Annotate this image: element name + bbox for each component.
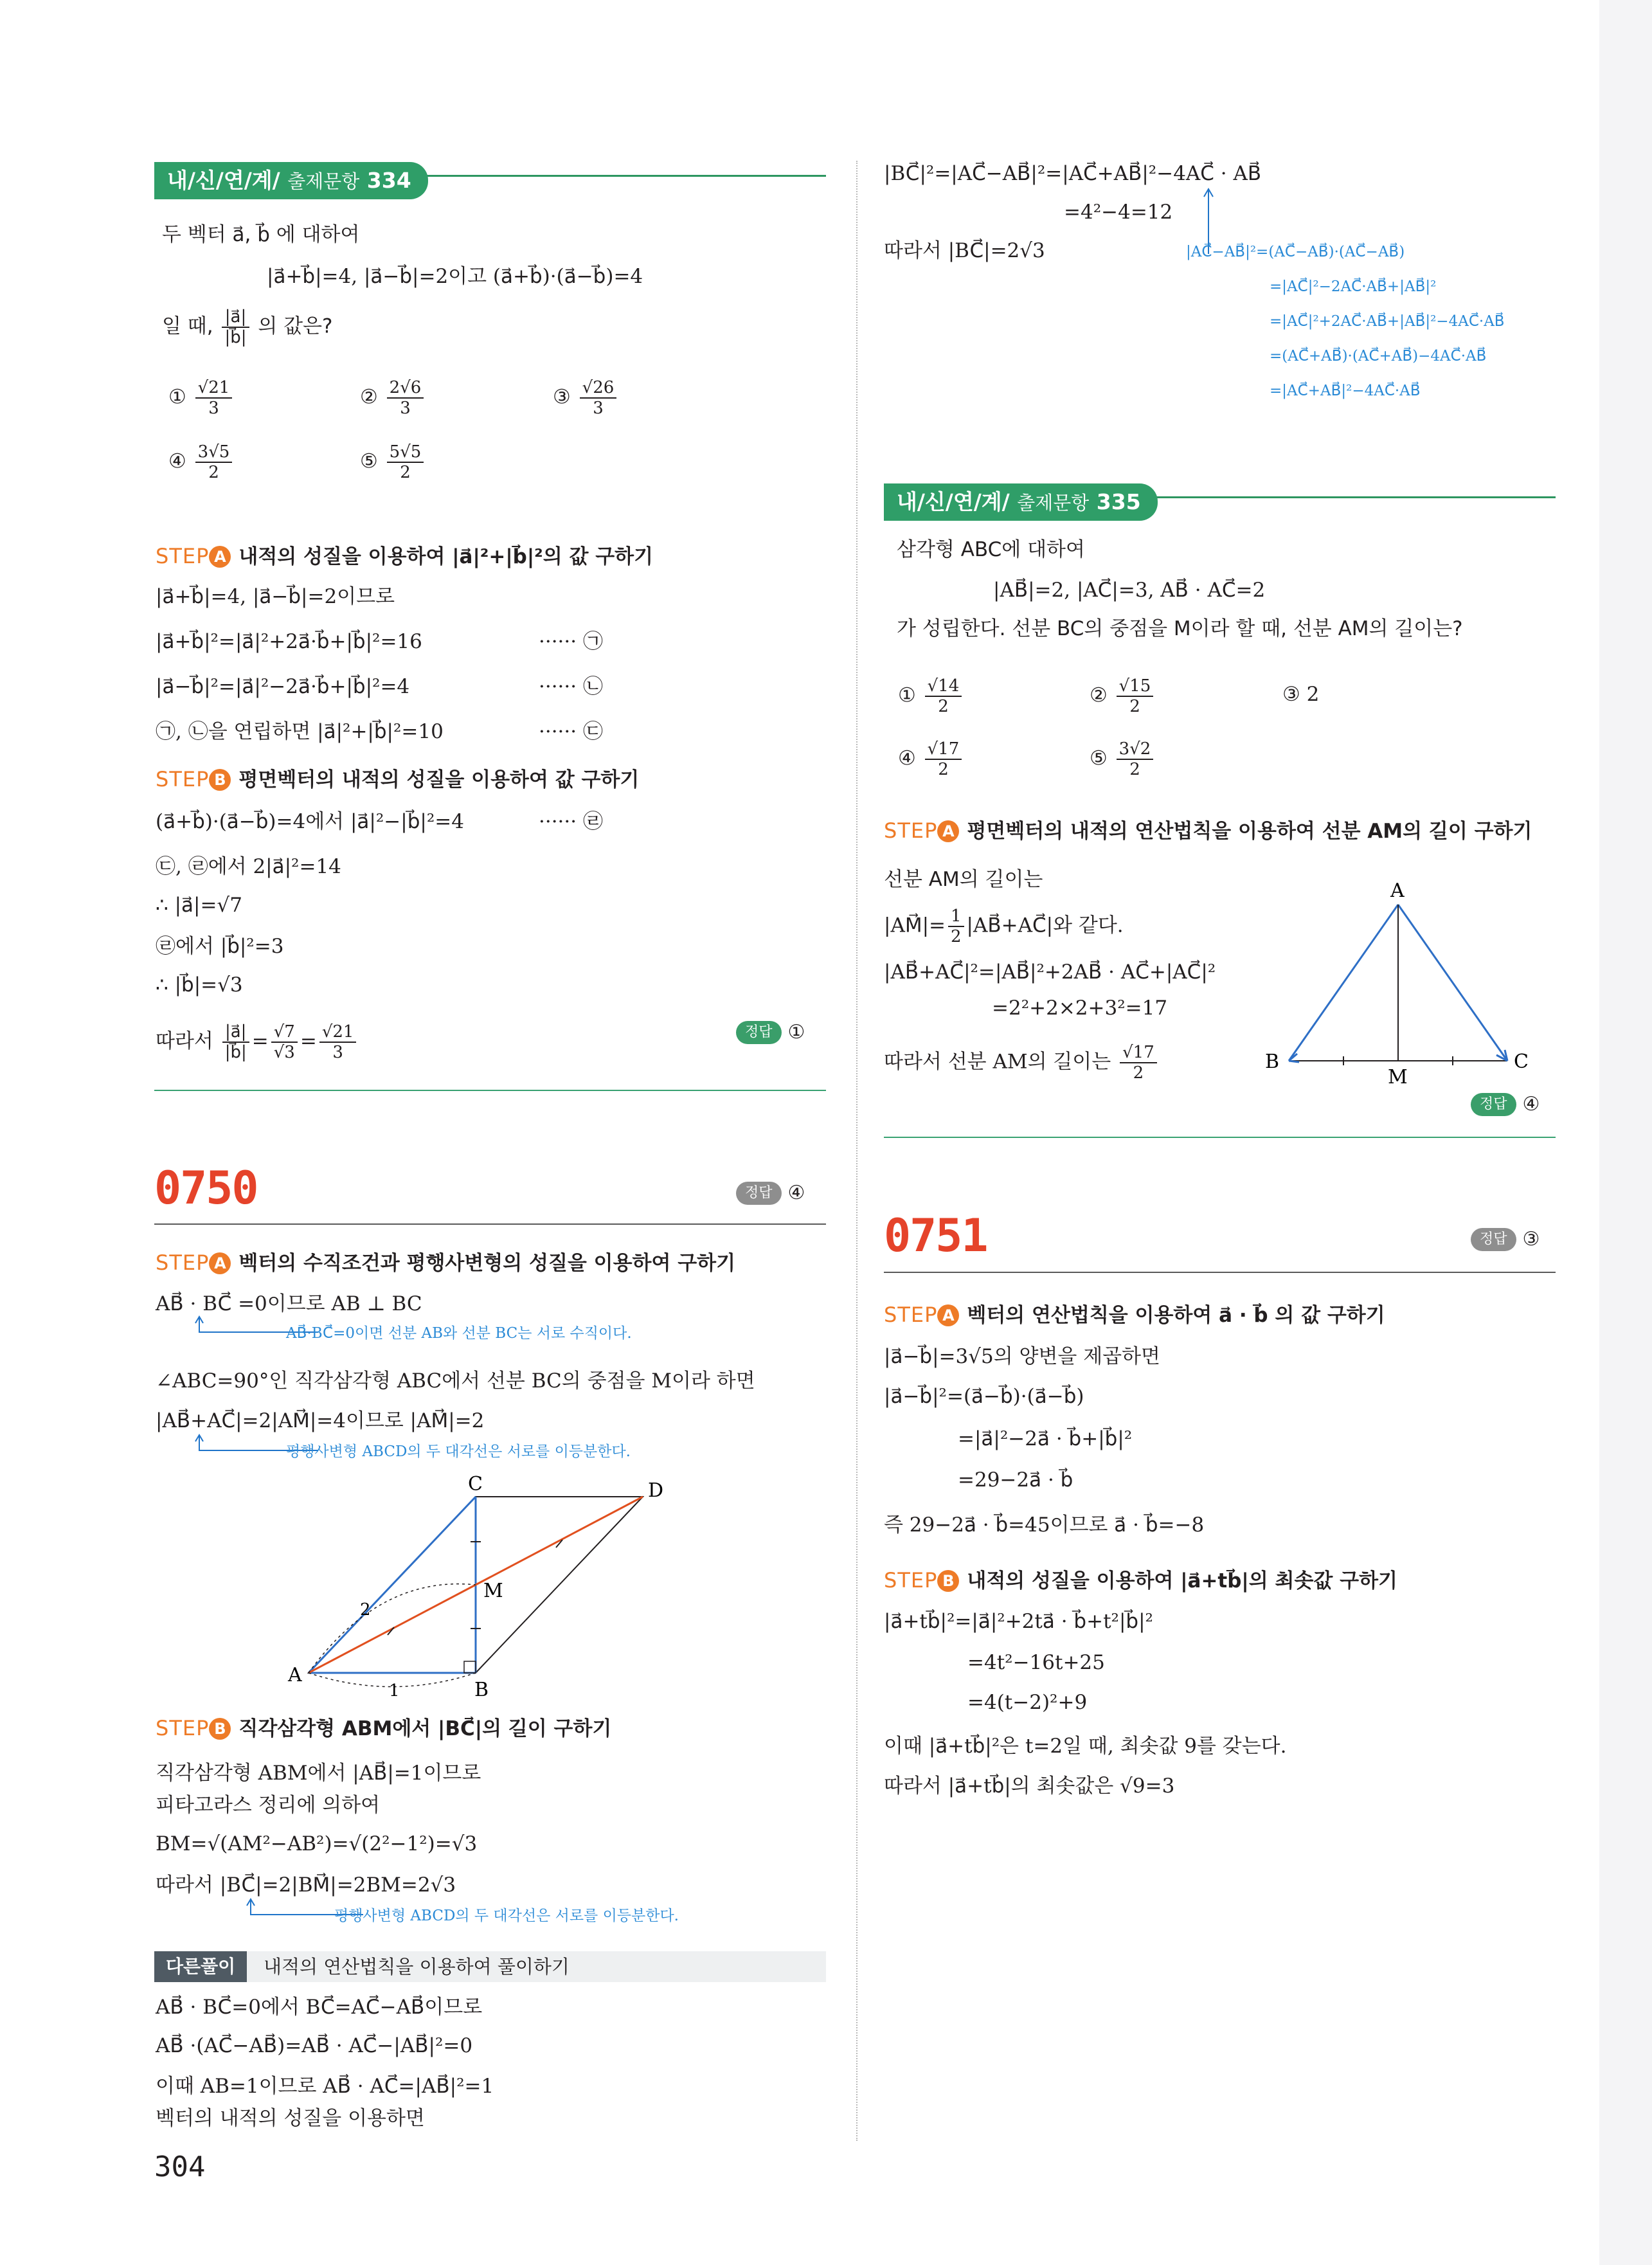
choice-2[interactable]: ② $\frac{2√6}{3}$ (360, 378, 426, 418)
answer-pill: 정답 (736, 1182, 782, 1205)
p750-s2: ∠ABC=90°인 직각삼각형 ABC에서 선분 BC의 중점을 M이라 하면 (156, 1369, 755, 1393)
p750-s1: AB⃗ · BC⃗ =0이므로 AB ⊥ BC (156, 1292, 422, 1315)
p334-b1-mark: ······ ㉣ (539, 810, 603, 833)
choice-5[interactable]: ⑤ $\frac{5√5}{2}$ (360, 442, 426, 482)
label-m: M (483, 1580, 503, 1602)
p751-t1: |a⃗+tb⃗|²=|a⃗|²+2ta⃗ · b⃗+t²|b⃗|² (884, 1610, 1153, 1633)
alt-solution-header (154, 1951, 826, 1982)
q334-line-3a: 일 때, (162, 314, 213, 338)
step-title: 벡터의 연산법칙을 이용하여 a⃗ · b⃗ 의 값 구하기 (967, 1304, 1385, 1327)
column-divider (856, 161, 857, 2141)
tag-label: 출제문항 (1017, 492, 1090, 514)
p750-s3: |AB⃗+AC⃗|=2|AM⃗|=4이므로 |AM⃗|=2 (156, 1409, 485, 1432)
p750-t4-note: 평행사변형 ABCD의 두 대각선은 서로를 이등분한다. (334, 1908, 679, 1924)
p334-b3: ∴ |a⃗|=√7 (156, 894, 242, 917)
p750-u1: AB⃗ · BC⃗=0에서 BC⃗=AC⃗−AB⃗이므로 (156, 1996, 483, 2019)
answer-value: ① (787, 1021, 805, 1043)
p334-b6: 따라서 $\frac{|a⃗|}{|b⃗|}$ = $\frac{√7}{√3}$ = $\frac{√21}{3}$ (156, 1022, 359, 1062)
p334-step-a-heading: STEP A 내적의 성질을 이용하여 |a⃗|²+|b⃗|²의 값 구하기 (156, 544, 654, 568)
q335-line-1: 삼각형 ABC에 대하여 (897, 538, 1085, 561)
r-top-2: =4²−4=12 (1064, 201, 1173, 224)
q335-line-2: |AB⃗|=2, |AC⃗|=3, AB⃗ · AC⃗=2 (993, 579, 1266, 602)
label-d: D (648, 1479, 664, 1502)
page-edge-shadow (1599, 0, 1652, 2265)
p334-a4: ㉠, ㉡을 연립하면 |a⃗|²+|b⃗|²=10 (156, 720, 444, 743)
p751-t4: 이때 |a⃗+tb⃗|²은 t=2일 때, 최솟값 9를 갖는다. (884, 1735, 1287, 1758)
p334-a2-mark: ······ ㉠ (539, 630, 603, 653)
p750-t3: BM=√(AM²−AB²)=√(2²−1²)=√3 (156, 1832, 478, 1855)
label-b: B (1265, 1051, 1280, 1073)
tag-number: 335 (1096, 489, 1141, 514)
choice-2[interactable]: ② $\frac{√15}{2}$ (1090, 676, 1156, 716)
answer-value: ④ (787, 1182, 805, 1204)
p334-b1: (a⃗+b⃗)·(a⃗−b⃗)=4에서 |a⃗|²−|b⃗|²=4 (156, 810, 464, 833)
step-title: 벡터의 수직조건과 평행사변형의 성질을 이용하여 구하기 (238, 1252, 736, 1275)
p750-t2: 피타고라스 정리에 의하여 (156, 1794, 381, 1817)
choice-4[interactable]: ④ $\frac{√17}{2}$ (898, 739, 964, 779)
problem-0750-rule (154, 1223, 826, 1225)
p751-s2: |a⃗−b⃗|²=(a⃗−b⃗)·(a⃗−b⃗) (884, 1385, 1084, 1408)
p751-s5: 즉 29−2a⃗ · b⃗=45이므로 a⃗ · b⃗=−8 (884, 1513, 1205, 1537)
r-note-4: =(AC⃗+AB⃗)·(AC⃗+AB⃗)−4AC⃗·AB⃗ (1270, 348, 1487, 365)
problem-0751-number: 0751 (884, 1209, 987, 1262)
label-one: 1 (389, 1681, 400, 1701)
tag-text: 내/신/연/계/ (897, 489, 1010, 514)
p335-s4: =2²+2×2+3²=17 (992, 997, 1168, 1020)
label-c: C (1514, 1051, 1529, 1073)
q335-line-3: 가 성립한다. 선분 BC의 중점을 M이라 할 때, 선분 AM의 길이는? (897, 617, 1463, 640)
p750-u2: AB⃗ ·(AC⃗−AB⃗)=AB⃗ · AC⃗−|AB⃗|²=0 (156, 2034, 473, 2057)
choice-4[interactable]: ④ $\frac{3√5}{2}$ (168, 442, 235, 482)
tag-number: 334 (366, 168, 411, 193)
p751-answer (1471, 1228, 1540, 1251)
problem-335-header (884, 483, 1556, 521)
problem-0750-number: 0750 (154, 1162, 258, 1214)
problem-334-tag (154, 162, 428, 199)
answer-value: ④ (1522, 1093, 1540, 1115)
p750-t1: 직각삼각형 ABM에서 |AB⃗|=1이므로 (156, 1762, 481, 1785)
label-b: B (474, 1679, 489, 1701)
triangle-figure (1260, 878, 1543, 1090)
p751-t5: 따라서 |a⃗+tb⃗|의 최솟값은 √9=3 (884, 1774, 1175, 1798)
p334-step-b-heading: STEP B 평면벡터의 내적의 성질을 이용하여 값 구하기 (156, 767, 640, 791)
p750-u4: 벡터의 내적의 성질을 이용하면 (156, 2107, 425, 2130)
label-c: C (468, 1473, 483, 1495)
label-a: A (288, 1664, 302, 1686)
r-note-1: |AC⃗−AB⃗|²=(AC⃗−AB⃗)·(AC⃗−AB⃗) (1186, 244, 1405, 260)
step-title: 내적의 성질을 이용하여 |a⃗+tb⃗|의 최솟값 구하기 (967, 1569, 1397, 1593)
alt-solution-title: 내적의 연산법칙을 이용하여 풀이하기 (264, 1956, 570, 1978)
choice-3[interactable]: ③ $\frac{√26}{3}$ (553, 378, 619, 418)
section-divider (884, 1137, 1556, 1138)
label-a: A (1390, 880, 1405, 902)
p750-s1-note: AB⃗·BC⃗=0이면 선분 AB와 선분 BC는 서로 수직이다. (286, 1325, 632, 1342)
section-divider (154, 1090, 826, 1091)
r-top-3: 따라서 |BC⃗|=2√3 (884, 239, 1045, 262)
p750-step-a-heading: STEP A 벡터의 수직조건과 평행사변형의 성질을 이용하여 구하기 (156, 1250, 736, 1275)
r-note-3: =|AC⃗|²+2AC⃗·AB⃗+|AB⃗|²−4AC⃗·AB⃗ (1270, 313, 1505, 330)
p334-b4: ㉣에서 |b⃗|²=3 (156, 935, 284, 958)
p335-s5: 따라서 선분 AM의 길이는 $\frac{√17}{2}$ (884, 1043, 1160, 1083)
choice-5[interactable]: ⑤ $\frac{3√2}{2}$ (1090, 739, 1156, 779)
p334-a1: |a⃗+b⃗|=4, |a⃗−b⃗|=2이므로 (156, 585, 395, 608)
p334-answer (736, 1021, 805, 1044)
p335-answer (1471, 1093, 1540, 1116)
p751-t3: =4(t−2)²+9 (967, 1691, 1088, 1714)
choice-3[interactable]: ③ 2 (1282, 683, 1320, 706)
alt-solution-badge: 다른풀이 (154, 1951, 247, 1982)
p334-a4-mark: ······ ㉢ (539, 720, 603, 743)
q334-line-3b: 의 값은? (258, 314, 333, 338)
p751-step-a-heading: STEP A 벡터의 연산법칙을 이용하여 a⃗ · b⃗ 의 값 구하기 (884, 1303, 1385, 1327)
step-title: 평면벡터의 내적의 연산법칙을 이용하여 선분 AM의 길이 구하기 (967, 820, 1532, 843)
answer-pill: 정답 (736, 1021, 782, 1044)
p334-a3: |a⃗−b⃗|²=|a⃗|²−2a⃗·b⃗+|b⃗|²=4 (156, 675, 410, 698)
choice-1[interactable]: ① $\frac{√21}{3}$ (168, 378, 235, 418)
problem-0751-rule (884, 1272, 1556, 1273)
p751-s3: =|a⃗|²−2a⃗ · b⃗+|b⃗|² (958, 1427, 1133, 1450)
tag-text: 내/신/연/계/ (167, 168, 280, 193)
p751-t2: =4t²−16t+25 (967, 1651, 1105, 1674)
step-title: 직각삼각형 ABM에서 |BC⃗|의 길이 구하기 (238, 1717, 612, 1740)
p750-step-b-heading: STEP B 직각삼각형 ABM에서 |BC⃗|의 길이 구하기 (156, 1716, 612, 1740)
p751-s1: |a⃗−b⃗|=3√5의 양변을 제곱하면 (884, 1345, 1160, 1368)
step-title: 평면벡터의 내적의 성질을 이용하여 값 구하기 (238, 768, 640, 791)
page-number: 304 (154, 2151, 206, 2183)
p334-a2: |a⃗+b⃗|²=|a⃗|²+2a⃗·b⃗+|b⃗|²=16 (156, 630, 422, 653)
tag-label: 출제문항 (287, 170, 360, 192)
p751-step-b-heading: STEP B 내적의 성질을 이용하여 |a⃗+tb⃗|의 최솟값 구하기 (884, 1568, 1397, 1593)
q334-line-2: |a⃗+b⃗|=4, |a⃗−b⃗|=2이고 (a⃗+b⃗)·(a⃗−b⃗)=4 (267, 265, 643, 288)
p750-answer (736, 1182, 805, 1205)
p750-s3-note: 평행사변형 ABCD의 두 대각선은 서로를 이등분한다. (286, 1443, 631, 1460)
p334-a3-mark: ······ ㉡ (539, 675, 603, 698)
r-top-1: |BC⃗|²=|AC⃗−AB⃗|²=|AC⃗+AB⃗|²−4AC⃗ · AB⃗ (884, 162, 1262, 185)
problem-334-header (154, 162, 826, 199)
r-note-2: =|AC⃗|²−2AC⃗·AB⃗+|AB⃗|² (1270, 278, 1437, 295)
r-note-5: =|AC⃗+AB⃗|²−4AC⃗·AB⃗ (1270, 383, 1421, 399)
choice-1[interactable]: ① $\frac{√14}{2}$ (898, 676, 964, 716)
label-m: M (1388, 1066, 1408, 1088)
p750-u3: 이때 AB=1이므로 AB⃗ · AC⃗=|AB⃗|²=1 (156, 2075, 494, 2098)
q334-line-3 (162, 307, 333, 347)
p750-t4: 따라서 |BC⃗|=2|BM⃗|=2BM=2√3 (156, 1873, 456, 1897)
p334-b5: ∴ |b⃗|=√3 (156, 973, 243, 997)
answer-value: ③ (1522, 1228, 1540, 1250)
p751-s4: =29−2a⃗ · b⃗ (958, 1468, 1073, 1492)
parallelogram-figure (283, 1472, 720, 1704)
p334-b2: ㉢, ㉣에서 2|a⃗|²=14 (156, 855, 341, 878)
problem-335-tag (884, 483, 1158, 521)
q334-line-1: 두 벡터 a⃗, b⃗ 에 대하여 (162, 223, 360, 246)
answer-pill: 정답 (1471, 1228, 1516, 1251)
p335-s1: 선분 AM의 길이는 (884, 868, 1043, 891)
p335-s2: |AM⃗|= $\frac{1}{2}$ |AB⃗+AC⃗|와 같다. (884, 907, 1124, 946)
step-title: 내적의 성질을 이용하여 |a⃗|²+|b⃗|²의 값 구하기 (238, 545, 654, 568)
q334-fraction: $\frac{|a⃗|}{|b⃗|}$ (222, 307, 249, 347)
p335-step-a-heading: STEP A 평면벡터의 내적의 연산법칙을 이용하여 선분 AM의 길이 구하기 (884, 818, 1532, 843)
label-two: 2 (360, 1600, 371, 1620)
answer-pill: 정답 (1471, 1093, 1516, 1116)
p335-s3: |AB⃗+AC⃗|²=|AB⃗|²+2AB⃗ · AC⃗+|AC⃗|² (884, 961, 1216, 984)
